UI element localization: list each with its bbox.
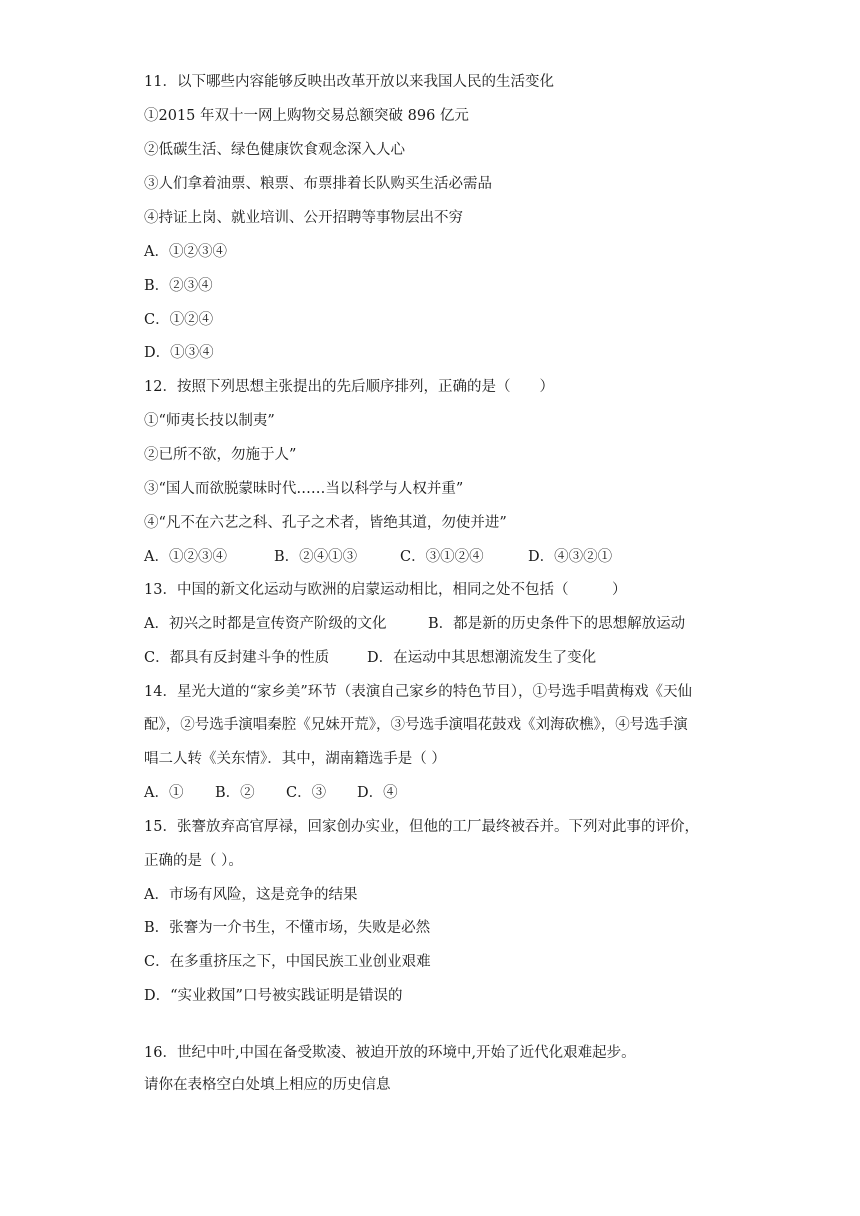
q12-option-c: C．③①②④ xyxy=(400,549,484,565)
q11-stem: 11．以下哪些内容能够反映出改革开放以来我国人民的生活变化 xyxy=(144,74,554,90)
q14-stem-line-3: 唱二人转《关东情》．其中，湖南籍选手是（ ） xyxy=(144,751,446,767)
q14-option-d: D．④ xyxy=(357,785,398,801)
q13-option-a: A．初兴之时都是宣传资产阶级的文化 xyxy=(144,616,387,632)
q12-option-d: D．④③②① xyxy=(528,549,613,565)
q15-option-d: D．“实业救国”口号被实践证明是错误的 xyxy=(144,988,403,1004)
q15-stem-line-2: 正确的是（ ）。 xyxy=(144,853,243,869)
q12-item-3: ③“国人而欲脱蒙昧时代……当以科学与人权并重” xyxy=(144,481,464,497)
q14-stem-line-2: 配》，②号选手演唱秦腔《兄妹开荒》，③号选手演唱花鼓戏《刘海砍樵》，④号选手演 xyxy=(144,717,688,733)
q13-option-c: C．都具有反封建斗争的性质 xyxy=(144,650,330,666)
q15-stem-line-1: 15．张謇放弃高官厚禄，回家创办实业，但他的工厂最终被吞并。下列对此事的评价， xyxy=(144,819,699,835)
q12-item-4: ④“凡不在六艺之科、孔子之术者，皆绝其道，勿使并进” xyxy=(144,515,507,531)
q12-stem: 12．按照下列思想主张提出的先后顺序排列，正确的是（ ） xyxy=(144,379,554,395)
q12-item-1: ①“师夷长技以制夷” xyxy=(144,413,275,429)
q16-stem: 16．世纪中叶,中国在备受欺凌、被迫开放的环境中,开始了近代化艰难起步。 xyxy=(144,1045,636,1061)
q15-option-a: A．市场有风险，这是竞争的结果 xyxy=(144,887,358,903)
q16-instruction: 请你在表格空白处填上相应的历史信息 xyxy=(144,1077,391,1093)
q12-option-a: A．①②③④ xyxy=(144,549,227,565)
q11-item-4: ④持证上岗、就业培训、公开招聘等事物层出不穷 xyxy=(144,210,463,226)
q15-option-c: C．在多重挤压之下，中国民族工业创业艰难 xyxy=(144,954,431,970)
q11-option-c: C．①②④ xyxy=(144,312,214,328)
q11-option-d: D．①③④ xyxy=(144,345,214,361)
q14-stem-line-1: 14．星光大道的“家乡美”环节（表演自己家乡的特色节目），①号选手唱黄梅戏《天仙 xyxy=(144,684,693,700)
q14-option-c: C．③ xyxy=(286,785,327,801)
q11-item-2: ②低碳生活、绿色健康饮食观念深入人心 xyxy=(144,142,405,158)
q11-option-a: A．①②③④ xyxy=(144,244,227,260)
q13-stem: 13．中国的新文化运动与欧洲的启蒙运动相比，相同之处不包括（ ） xyxy=(144,582,627,598)
q11-item-3: ③人们拿着油票、粮票、布票排着长队购买生活必需品 xyxy=(144,176,492,192)
q14-option-a: A．① xyxy=(144,785,184,801)
q11-option-b: B．②③④ xyxy=(144,278,213,294)
q12-item-2: ②已所不欲，勿施于人” xyxy=(144,447,297,463)
q11-item-1: ①2015 年双十一网上购物交易总额突破 896 亿元 xyxy=(144,108,469,124)
q13-option-d: D．在运动中其思想潮流发生了变化 xyxy=(367,650,597,666)
q12-option-b: B．②④①③ xyxy=(274,549,358,565)
q14-option-b: B．② xyxy=(215,785,255,801)
q15-option-b: B．张謇为一介书生，不懂市场，失败是必然 xyxy=(144,920,431,936)
q13-option-b: B．都是新的历史条件下的思想解放运动 xyxy=(428,616,686,632)
